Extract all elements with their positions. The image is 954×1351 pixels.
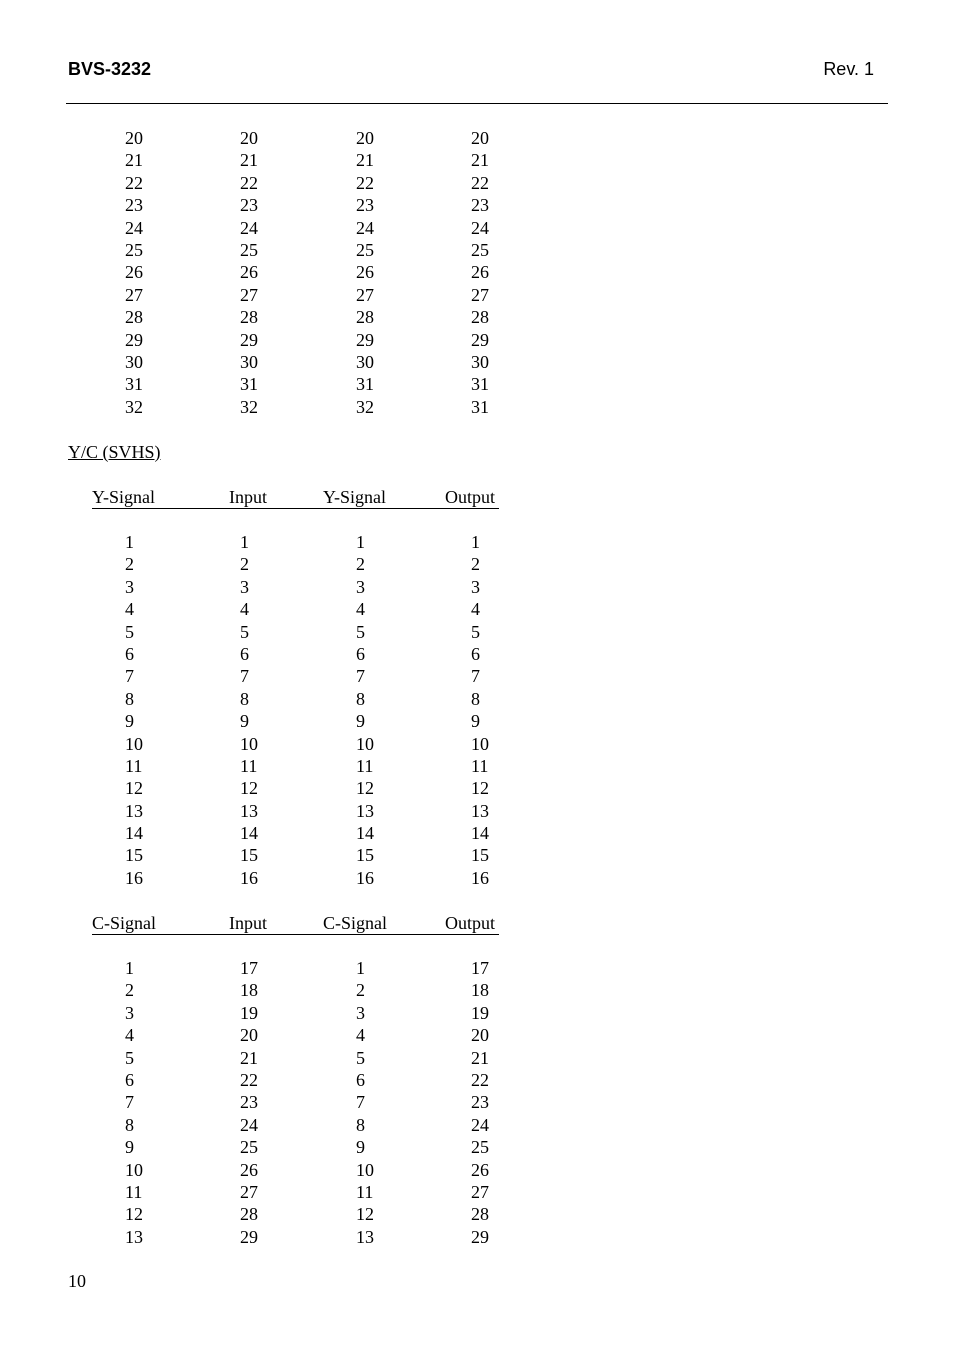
table-cell: 29 xyxy=(471,1226,489,1247)
table-cell: 27 xyxy=(125,284,143,305)
table-cell: 16 xyxy=(471,867,489,888)
table-cell: 11 xyxy=(471,755,489,776)
table-cell: 12 xyxy=(471,778,489,799)
table-cell: 9 xyxy=(356,1137,365,1158)
table-cell: 25 xyxy=(471,239,489,260)
table-cell: 6 xyxy=(471,643,480,664)
table-cell: 8 xyxy=(471,688,480,709)
table-cell: 20 xyxy=(240,1025,258,1046)
table-cell: 30 xyxy=(471,351,489,372)
table-cell: 22 xyxy=(471,1069,489,1090)
table-cell: 2 xyxy=(471,554,480,575)
table-cell: 1 xyxy=(471,532,480,552)
table-cell: 22 xyxy=(356,172,374,193)
table-cell: 13 xyxy=(356,1226,374,1247)
table-cell: 4 xyxy=(240,599,249,620)
c-table-header xyxy=(92,912,499,935)
table-cell: 12 xyxy=(125,778,143,799)
table-cell: 9 xyxy=(356,711,365,732)
table-cell: 15 xyxy=(125,845,143,866)
table-cell: 23 xyxy=(240,195,258,216)
table-cell: 4 xyxy=(471,599,480,620)
table-cell: 10 xyxy=(356,733,374,754)
table-cell: 24 xyxy=(471,217,489,238)
y-table-header xyxy=(92,486,499,509)
revision-label: Rev. 1 xyxy=(823,59,874,79)
table-cell: 15 xyxy=(471,845,489,866)
table-cell: 11 xyxy=(240,755,258,776)
table-cell: 4 xyxy=(125,1025,134,1046)
table-cell: 11 xyxy=(125,755,143,776)
header-divider xyxy=(66,103,888,104)
table-cell: 6 xyxy=(125,643,134,664)
table-cell: 14 xyxy=(125,823,143,844)
page-number: 10 xyxy=(68,1271,86,1291)
c-header-col-3: C-Signal xyxy=(323,913,388,933)
table-cell: 1 xyxy=(125,532,134,552)
table-cell: 5 xyxy=(240,621,249,642)
table-cell: 31 xyxy=(471,396,489,417)
table-cell: 31 xyxy=(125,374,143,395)
table-cell: 8 xyxy=(125,1114,134,1135)
table-cell: 24 xyxy=(125,217,143,238)
table-cell: 24 xyxy=(471,1114,489,1135)
table-cell: 23 xyxy=(471,1092,489,1113)
table-cell: 2 xyxy=(356,980,365,1001)
table-cell: 22 xyxy=(240,172,258,193)
table-cell: 29 xyxy=(125,329,143,350)
table-cell: 9 xyxy=(471,711,480,732)
table-cell: 19 xyxy=(240,1002,258,1023)
table-cell: 23 xyxy=(240,1092,258,1113)
table-cell: 27 xyxy=(240,1181,258,1202)
table-cell: 10 xyxy=(240,733,258,754)
table-cell: 26 xyxy=(471,262,489,283)
table-cell: 6 xyxy=(356,1069,365,1090)
table-cell: 15 xyxy=(356,845,374,866)
table-cell: 12 xyxy=(240,778,258,799)
table-cell: 7 xyxy=(356,1092,365,1113)
table-cell: 24 xyxy=(240,217,258,238)
table-cell: 9 xyxy=(125,711,134,732)
table-cell: 24 xyxy=(356,217,374,238)
table-cell: 25 xyxy=(125,239,143,260)
table-cell: 27 xyxy=(471,284,489,305)
table-cell: 14 xyxy=(471,823,489,844)
table-cell: 21 xyxy=(240,150,258,171)
table-cell: 9 xyxy=(125,1137,134,1158)
table-cell: 31 xyxy=(471,374,489,395)
table-cell: 28 xyxy=(125,307,143,328)
table-cell: 31 xyxy=(240,374,258,395)
table-cell: 26 xyxy=(471,1159,489,1180)
table-cell: 11 xyxy=(356,755,374,776)
table-cell: 13 xyxy=(125,800,143,821)
table-cell: 31 xyxy=(356,374,374,395)
table-cell: 29 xyxy=(240,1226,258,1247)
table-cell: 2 xyxy=(125,554,134,575)
table-cell: 30 xyxy=(356,351,374,372)
table-cell: 7 xyxy=(125,666,134,687)
y-header-col-1: Y-Signal xyxy=(92,487,155,507)
table-cell: 3 xyxy=(356,1002,365,1023)
table-cell: 26 xyxy=(356,262,374,283)
table-cell: 21 xyxy=(471,1047,489,1068)
table-cell: 3 xyxy=(125,576,134,597)
table-cell: 30 xyxy=(240,351,258,372)
table-cell: 5 xyxy=(356,1047,365,1068)
c-header-col-2: Input xyxy=(229,913,267,933)
table-cell: 6 xyxy=(240,643,249,664)
table-cell: 28 xyxy=(356,307,374,328)
table-cell: 15 xyxy=(240,845,258,866)
table-cell: 6 xyxy=(356,643,365,664)
table-cell: 12 xyxy=(356,1204,374,1225)
table-cell: 21 xyxy=(125,150,143,171)
table-cell: 1 xyxy=(356,958,365,978)
table-cell: 10 xyxy=(356,1159,374,1180)
table-cell: 11 xyxy=(356,1181,374,1202)
table-cell: 3 xyxy=(356,576,365,597)
table-cell: 30 xyxy=(125,351,143,372)
table-cell: 21 xyxy=(240,1047,258,1068)
table-cell: 18 xyxy=(471,980,489,1001)
table-cell: 1 xyxy=(125,958,134,978)
y-header-col-4: Output xyxy=(445,487,496,507)
table-cell: 5 xyxy=(356,621,365,642)
table-cell: 12 xyxy=(125,1204,143,1225)
table-cell: 5 xyxy=(125,1047,134,1068)
table-cell: 5 xyxy=(471,621,480,642)
table-cell: 3 xyxy=(240,576,249,597)
table-cell: 18 xyxy=(240,980,258,1001)
table-cell: 28 xyxy=(240,1204,258,1225)
table-cell: 20 xyxy=(471,128,489,148)
table-cell: 22 xyxy=(240,1069,258,1090)
table-cell: 26 xyxy=(240,1159,258,1180)
table-cell: 32 xyxy=(356,396,374,417)
table-cell: 7 xyxy=(356,666,365,687)
table-cell: 11 xyxy=(125,1181,143,1202)
table-cell: 10 xyxy=(125,1159,143,1180)
table-cell: 13 xyxy=(240,800,258,821)
table-cell: 25 xyxy=(471,1137,489,1158)
table-cell: 16 xyxy=(125,867,143,888)
table-cell: 13 xyxy=(471,800,489,821)
table-cell: 7 xyxy=(125,1092,134,1113)
document-id: BVS-3232 xyxy=(68,59,152,79)
table-cell: 1 xyxy=(356,532,365,552)
table-cell: 2 xyxy=(240,554,249,575)
table-cell: 2 xyxy=(356,554,365,575)
c-header-col-1: C-Signal xyxy=(92,913,157,933)
table-cell: 14 xyxy=(356,823,374,844)
table-cell: 23 xyxy=(471,195,489,216)
table-cell: 8 xyxy=(125,688,134,709)
table-cell: 20 xyxy=(240,128,258,148)
table-cell: 20 xyxy=(125,128,143,148)
table-cell: 23 xyxy=(356,195,374,216)
table-cell: 1 xyxy=(240,532,249,552)
table-cell: 17 xyxy=(471,958,489,978)
table-cell: 26 xyxy=(125,262,143,283)
table-cell: 7 xyxy=(471,666,480,687)
table-cell: 22 xyxy=(125,172,143,193)
y-header-col-3: Y-Signal xyxy=(323,487,386,507)
table-cell: 29 xyxy=(356,329,374,350)
table-cell: 25 xyxy=(240,1137,258,1158)
table-cell: 32 xyxy=(125,396,143,417)
table-cell: 10 xyxy=(471,733,489,754)
table-cell: 9 xyxy=(240,711,249,732)
table-cell: 4 xyxy=(125,599,134,620)
table-cell: 21 xyxy=(471,150,489,171)
table-cell: 24 xyxy=(240,1114,258,1135)
table-cell: 17 xyxy=(240,958,258,978)
table-cell: 21 xyxy=(356,150,374,171)
table-cell: 19 xyxy=(471,1002,489,1023)
table-cell: 12 xyxy=(356,778,374,799)
table-cell: 13 xyxy=(356,800,374,821)
table-cell: 27 xyxy=(471,1181,489,1202)
table-cell: 25 xyxy=(240,239,258,260)
table-cell: 8 xyxy=(356,1114,365,1135)
table-cell: 25 xyxy=(356,239,374,260)
table-cell: 20 xyxy=(356,128,374,148)
table-cell: 8 xyxy=(240,688,249,709)
table-cell: 16 xyxy=(356,867,374,888)
table-cell: 3 xyxy=(125,1002,134,1023)
table-cell: 28 xyxy=(240,307,258,328)
table-cell: 3 xyxy=(471,576,480,597)
table-cell: 16 xyxy=(240,867,258,888)
y-header-col-2: Input xyxy=(229,487,267,507)
table-cell: 28 xyxy=(471,1204,489,1225)
table-cell: 6 xyxy=(125,1069,134,1090)
table-cell: 14 xyxy=(240,823,258,844)
table-cell: 28 xyxy=(471,307,489,328)
table-cell: 7 xyxy=(240,666,249,687)
table-cell: 27 xyxy=(240,284,258,305)
table-cell: 8 xyxy=(356,688,365,709)
table-cell: 32 xyxy=(240,396,258,417)
table-cell: 20 xyxy=(471,1025,489,1046)
table-cell: 5 xyxy=(125,621,134,642)
table-cell: 27 xyxy=(356,284,374,305)
table-cell: 29 xyxy=(240,329,258,350)
table-cell: 22 xyxy=(471,172,489,193)
table-cell: 26 xyxy=(240,262,258,283)
table-cell: 4 xyxy=(356,599,365,620)
table-cell: 23 xyxy=(125,195,143,216)
table-cell: 29 xyxy=(471,329,489,350)
section-title: Y/C (SVHS) xyxy=(68,442,161,462)
table-cell: 13 xyxy=(125,1226,143,1247)
c-header-col-4: Output xyxy=(445,913,496,933)
table-cell: 2 xyxy=(125,980,134,1001)
table-cell: 10 xyxy=(125,733,143,754)
table-cell: 4 xyxy=(356,1025,365,1046)
